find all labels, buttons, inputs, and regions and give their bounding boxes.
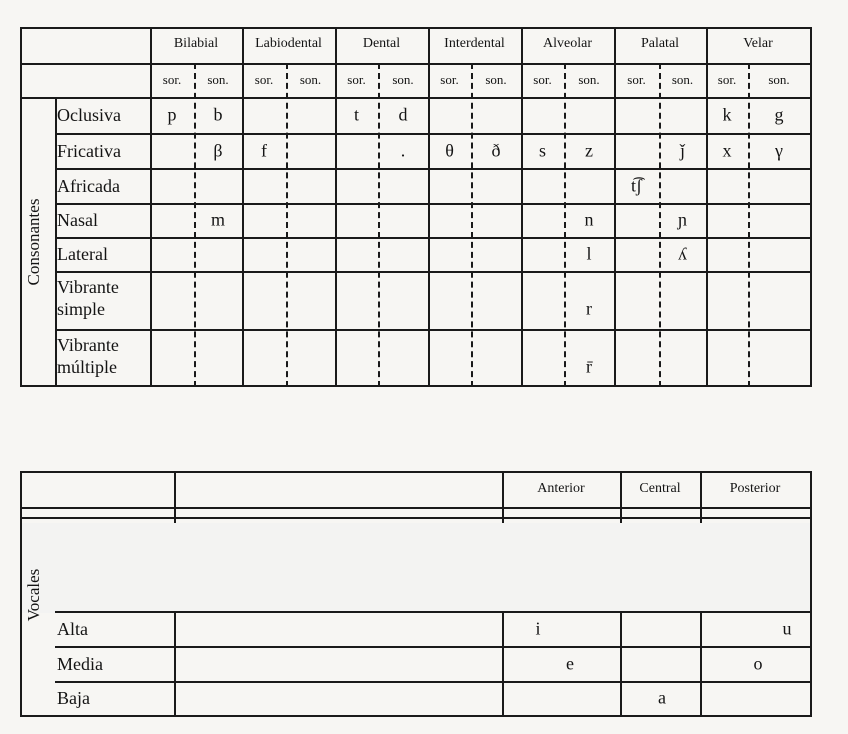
- vowel-column-rule: [174, 473, 176, 523]
- row-rule: [55, 168, 810, 170]
- consonant-table: [20, 27, 812, 387]
- voicing-header-voiceless: sor.: [254, 72, 274, 87]
- vowel-symbol: u: [782, 618, 792, 638]
- row-rule: [55, 237, 810, 239]
- header-rule: [22, 63, 810, 65]
- vowel-header-rule: [22, 517, 810, 519]
- voicing-divider: [378, 63, 380, 387]
- subheader-rule: [22, 97, 810, 99]
- vowel-row-rule: [55, 646, 810, 648]
- manner-label: [57, 276, 119, 320]
- vowel-column-rule: [502, 611, 504, 715]
- vowel-row-label: Media: [57, 653, 103, 674]
- consonant-symbol: θ: [445, 140, 454, 160]
- consonant-symbol: ʎ: [678, 243, 687, 264]
- place-header: Alveolar: [543, 36, 592, 51]
- vowel-column-rule: [502, 473, 504, 523]
- manner-label-line: Vibrante: [57, 277, 119, 297]
- voicing-header-voiced: son.: [207, 72, 229, 87]
- voicing-divider: [564, 63, 566, 387]
- row-rule: [55, 271, 810, 273]
- place-header: Velar: [743, 36, 773, 51]
- voicing-header-voiceless: sor.: [627, 72, 646, 87]
- vowel-row-label: Baja: [57, 688, 90, 708]
- consonant-symbol: β: [213, 140, 223, 160]
- vowel-symbol: a: [658, 687, 666, 708]
- consonant-symbol: r: [586, 298, 592, 319]
- vowel-symbol: o: [753, 653, 763, 673]
- consonant-symbol: d: [398, 104, 408, 125]
- consonant-symbol: b: [213, 104, 223, 125]
- vowel-column-header: Anterior: [537, 481, 585, 496]
- voicing-divider: [659, 63, 661, 387]
- consonant-symbol: ð: [491, 140, 501, 160]
- voicing-header-voiceless: sor.: [717, 72, 737, 87]
- place-column-rule: [521, 29, 523, 387]
- manner-label-line: Vibrante: [57, 335, 119, 355]
- place-column-rule: [150, 29, 152, 387]
- vowel-column-header: Central: [639, 481, 681, 496]
- voicing-header-voiceless: sor.: [347, 72, 366, 87]
- manner-label: [57, 334, 119, 378]
- place-column-rule: [428, 29, 430, 387]
- consonant-symbol: n: [584, 209, 594, 230]
- voicing-header-voiced: son.: [392, 72, 414, 87]
- consonant-symbol: t͡ʃ: [631, 175, 642, 195]
- consonant-symbol: t: [353, 104, 360, 125]
- voicing-header-voiced: son.: [768, 72, 790, 87]
- row-rule: [55, 203, 810, 205]
- place-header: Dental: [362, 36, 401, 51]
- voicing-header-voiced: son.: [578, 72, 600, 87]
- vowel-side-label: Vocales: [24, 568, 43, 622]
- vowel-column-rule: [174, 611, 176, 715]
- consonant-symbol: z: [585, 140, 593, 160]
- vowel-column-rule: [700, 611, 702, 715]
- vowel-column-rule: [620, 611, 622, 715]
- voicing-header-voiced: son.: [671, 72, 694, 87]
- consonant-symbol: k: [722, 104, 732, 125]
- place-column-rule: [706, 29, 708, 387]
- manner-label: Oclusiva: [57, 105, 121, 125]
- voicing-divider: [748, 63, 750, 387]
- vowel-row-rule: [55, 611, 810, 613]
- voicing-divider: [471, 63, 473, 387]
- consonant-symbol: .: [400, 140, 406, 160]
- consonant-symbol: ɲ: [678, 209, 687, 230]
- consonant-symbol: r̄: [586, 356, 592, 377]
- manner-label: Nasal: [57, 210, 98, 230]
- place-column-rule: [242, 29, 244, 387]
- vowel-table: [20, 471, 812, 717]
- vowel-symbol: e: [566, 653, 574, 673]
- vowel-column-rule: [700, 473, 702, 523]
- place-header: Bilabial: [173, 36, 219, 51]
- vowel-header-rule: [22, 507, 810, 509]
- vowel-row-label: Alta: [57, 618, 88, 639]
- vowel-table-blank-band: [22, 523, 810, 613]
- consonant-symbol: γ: [775, 140, 783, 160]
- voicing-header-voiceless: sor.: [162, 72, 182, 87]
- consonant-symbol: x: [722, 140, 732, 160]
- place-column-rule: [335, 29, 337, 387]
- consonant-symbol: ǰ: [679, 140, 686, 160]
- manner-label: Lateral: [57, 244, 108, 264]
- manner-label: Fricativa: [57, 140, 121, 161]
- place-header: Interdental: [444, 36, 505, 51]
- consonant-symbol: l: [586, 243, 592, 264]
- place-header: Palatal: [640, 36, 680, 51]
- consonant-side-label: Consonantes: [24, 198, 43, 286]
- vowel-column-header: Posterior: [729, 481, 781, 496]
- row-rule: [55, 329, 810, 331]
- consonant-symbol: f: [261, 140, 267, 160]
- row-rule: [55, 133, 810, 135]
- consonant-symbol: g: [774, 104, 784, 125]
- place-header: Labiodental: [255, 36, 322, 51]
- manner-label-line: simple: [57, 299, 105, 319]
- consonant-symbol: s: [538, 140, 547, 160]
- voicing-header-voiced: son.: [299, 72, 322, 87]
- vowel-column-rule: [620, 473, 622, 523]
- voicing-header-voiceless: sor.: [440, 72, 459, 87]
- manner-label-line: múltiple: [57, 357, 117, 377]
- voicing-header-voiced: son.: [485, 72, 507, 87]
- voicing-header-voiceless: sor.: [533, 72, 552, 87]
- manner-label: Africada: [57, 175, 120, 196]
- consonant-symbol: m: [210, 209, 226, 230]
- vowel-row-rule: [55, 681, 810, 683]
- vowel-symbol: i: [535, 618, 541, 638]
- consonant-symbol: p: [167, 104, 177, 125]
- voicing-divider: [194, 63, 196, 387]
- voicing-divider: [286, 63, 288, 387]
- place-column-rule: [614, 29, 616, 387]
